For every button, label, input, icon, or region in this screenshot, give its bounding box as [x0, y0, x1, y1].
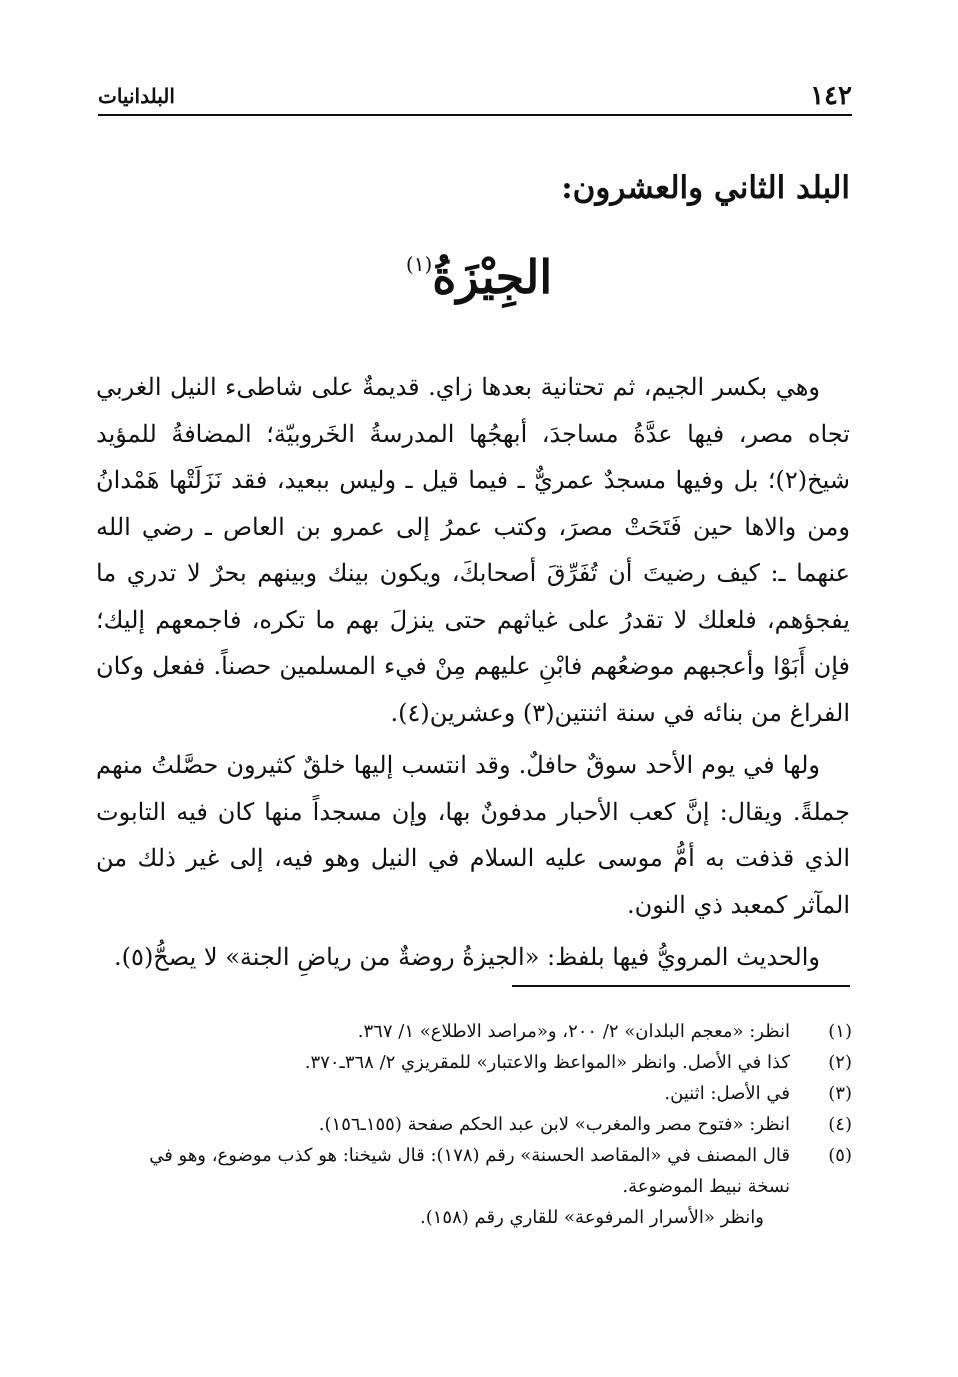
body-text: [96, 364, 850, 987]
paragraph-3: والحديث المرويُّ فيها بلفظ: «الجيزةُ روضةٌ من رياضِ الجنة» لا يصحُّ(٥).: [114, 943, 820, 971]
footnote-number: (٥): [828, 1145, 852, 1166]
footnote-number: (٢): [828, 1052, 852, 1073]
footnotes: [96, 1016, 852, 1233]
footnote-text: قال المصنف في «المقاصد الحسنة» رقم (١٧٨): قال شيخنا: هو كذب موضوع، وهو في: [149, 1145, 790, 1166]
footnote-1: [96, 1016, 852, 1047]
footnote-number: (١): [828, 1021, 852, 1042]
footnote-text: كذا في الأصل. وانظر «المواعظ والاعتبار» للمقريزي ٢/ ٣٦٨ـ٣٧٠.: [304, 1052, 790, 1073]
footnote-separator: [512, 985, 850, 987]
footnote-4: [96, 1109, 852, 1140]
chapter-title: [0, 250, 958, 304]
running-title: البلدانيات: [98, 84, 175, 108]
footnote-3: [96, 1078, 852, 1109]
footnote-5-extra: وانظر «الأسرار المرفوعة» للقاري رقم (١٥٨).: [419, 1207, 764, 1228]
running-header: [98, 78, 852, 116]
title-footnote-ref: (١): [405, 252, 433, 276]
paragraph-2: ولها في يوم الأحد سوقٌ حافلٌ. وقد انتسب إليها خلقٌ كثيرون حصَّلتُ منهم جملةً. ويقال: إنَّ كعب الأحبار مدفونٌ بها، وإن مسجداً منها كان فيه التابوت الذي قذفت به أمُّ موسى عليه السلام في النيل وهو فيه، إلى غير ذلك من المآثر كمعبد ذي النون.: [96, 751, 851, 919]
footnote-5: [96, 1140, 852, 1171]
section-heading: البلد الثاني والعشرون:: [561, 170, 850, 206]
footnote-2: [96, 1047, 852, 1078]
footnote-text: انظر: «فتوح مصر والمغرب» لابن عبد الحكم صفحة (١٥٥ـ١٥٦).: [318, 1114, 790, 1135]
footnote-number: (٣): [828, 1083, 852, 1104]
footnote-number: (٤): [828, 1114, 852, 1135]
footnote-text: في الأصل: اثنين.: [664, 1083, 790, 1104]
chapter-title-text: الجِيْزَةُ: [432, 250, 553, 304]
page-number: ١٤٢: [810, 81, 852, 111]
paragraph-1: وهي بكسر الجيم، ثم تحتانية بعدها زاي. قديمةٌ على شاطىء النيل الغربي تجاه مصر، فيها عدَّةُ مساجدَ، أبهجُها المدرسةُ الخَروبيّة؛ المضافةُ للمؤيد شيخ(٢)؛ بل وفيها مسجدٌ عمريٌّ ـ فيما قيل ـ وليس ببعيد، فقد نَزَلَتْها هَمْدانُ ومن والاها حين فَتَحَتْ مصرَ، وكتب عمرُ إلى عمرو بن العاص ـ رضي الله عنهما ـ: كيف رضيتَ أن تُفَرِّقَ أصحابكَ، ويكون بينك وبينهم بحرٌ لا تدري ما يفجؤهم، فلعلك لا تقدرُ على غياثهم حتى ينزلَ بهم ما تكره، فاجمعهم إليك؛ فإن أَبَوْا وأعجبهم موضعُهم فابْنِ عليهم مِنْ فيء المسلمين حصناً. ففعل وكان الفراغ من بنائه في سنة اثنتين(٣) وعشرين(٤).: [96, 373, 851, 727]
footnote-5-continuation: نسخة نبيط الموضوعة.: [622, 1176, 790, 1197]
footnote-text: انظر: «معجم البلدان» ٢/ ٢٠٠، و«مراصد الاطلاع» ١/ ٣٦٧.: [357, 1021, 790, 1042]
